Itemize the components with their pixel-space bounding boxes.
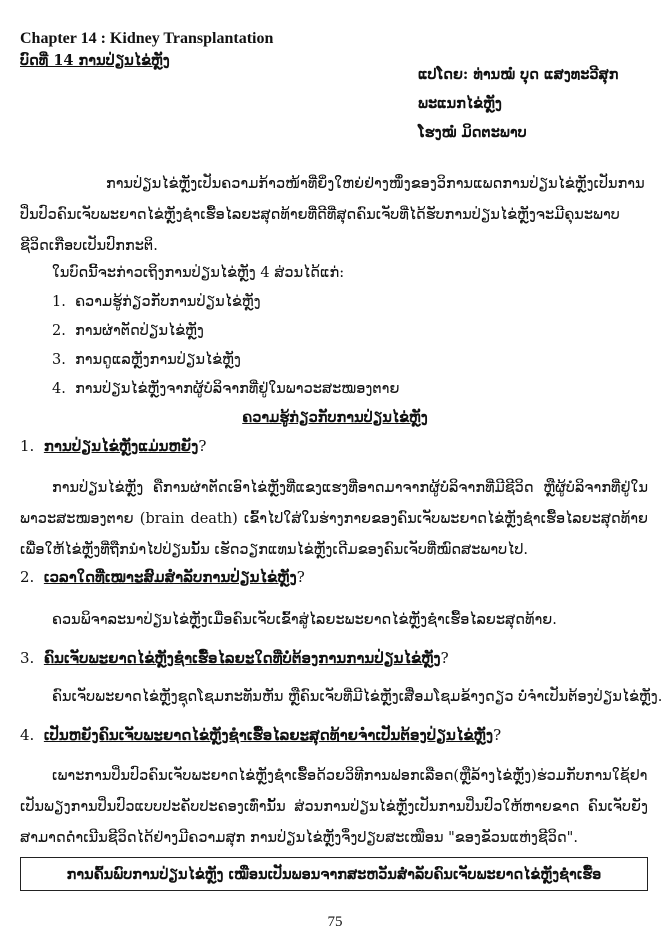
list-item [52, 349, 241, 371]
list-item-number: 2. [52, 323, 66, 339]
translator-line: ແປໂດຍ: ທ່ານໝໍ ບຸດ ແສງທະວີສຸກ [418, 66, 619, 83]
question-number: 2. [20, 568, 35, 586]
question-heading [20, 649, 449, 667]
question-answer: ເພາະການປິ່ນປົວຄົນເຈັບພະຍາດໄຂ່ຫຼັງຊໍາເຮື້ອດ້ວຍວິທີການຟອກເລືອດ(ຫຼືລ້າງໄຂ່ຫຼັງ)ຮ່ວມກັບການໃຊ້ຢາເປັນພຽງການປິ່ນປົວແບບປະຄັບປະຄອງເທົ່ານັ້ນ ສ່ວນການປ່ຽນໄຂ່ຫຼັງເປັນການປິ່ນປົວໃຫ້ຫາຍຂາດ ຄົນເຈັບຍັງສາມາດດໍາເນີນຊີວິດໄດ້ຢ່າງມີຄວາມສຸກ ການປ່ຽນໄຂ່ຫຼັງຈຶ່ງປຽບສະເໝືອນ "ຂອງຂັວນແຫ່ງຊີວິດ". [20, 768, 648, 846]
question-mark: ? [493, 726, 502, 744]
boxed-note: ການຄົ້ນພົບການປ່ຽນໄຂ່ຫຼັງ ເໝືອນເປັນພອນຈາກສະຫວັນສໍາລັບຄົນເຈັບພະຍາດໄຂ່ຫຼັງຊໍາເຮື້ອ [20, 857, 648, 891]
question-title: ເວລາໃດທີ່ເໝາະສົມສໍາລັບການປ່ຽນໄຂ່ຫຼັງ [43, 568, 297, 586]
question-mark: ? [296, 568, 305, 586]
question-heading [20, 726, 501, 744]
intro-paragraph: ການປ່ຽນໄຂ່ຫຼັງເປັນຄວາມກ້າວໜ້າທີ່ຍິ່ງໃຫຍ່ຢ່າງໜຶ່ງຂອງວິການແພດການປ່ຽນໄຂ່ຫຼັງເປັນການປິ່ນປົວຄົນເຈັບພະຍາດໄຂ່ຫຼັງຊໍາເຮື້ອໄລຍະສຸດທ້າຍທີ່ດີທີ່ສຸດຄົນເຈັບທີ່ໄດ້ຮັບການປ່ຽນໄຂ່ຫຼັງຈະມີຄຸນະພາບຊີວິດເກືອບເປັນປົກກະຕິ. [20, 176, 645, 254]
list-item-text: ການດູແລຫຼັງການປ່ຽນໄຂ່ຫຼັງ [75, 352, 241, 368]
list-item-number: 4. [52, 381, 66, 397]
question-mark: ? [198, 437, 207, 455]
question-mark: ? [440, 649, 449, 667]
hospital-line: ໂຮງໝໍ ມິດຕະພາບ [418, 124, 527, 141]
list-item-number: 1. [52, 294, 66, 310]
section-title: ຄວາມຮູ້ກ່ຽວກັບການປ່ຽນໄຂ່ຫຼັງ [242, 409, 428, 426]
question-number: 4. [20, 726, 35, 744]
list-item [52, 320, 204, 342]
list-item-text: ຄວາມຮູ້ກ່ຽວກັບການປ່ຽນໄຂ່ຫຼັງ [75, 294, 261, 310]
list-item-text: ການປ່ຽນໄຂ່ຫຼັງຈາກຜູ້ບໍລິຈາກທີ່ຢູ່ໃນພາວະສະໝອງຕາຍ [75, 381, 400, 397]
question-title: ເປັນຫຍັງຄົນເຈັບພະຍາດໄຂ່ຫຼັງຊໍາເຮື້ອໄລຍະສຸດທ້າຍຈໍາເປັນຕ້ອງປ່ຽນໄຂ່ຫຼັງ [43, 726, 494, 744]
question-number: 3. [20, 649, 35, 667]
question-heading [20, 437, 206, 455]
list-item [52, 378, 399, 400]
list-item-text: ການຜ່າຕັດປ່ຽນໄຂ່ຫຼັງ [75, 323, 204, 339]
question-answer: ການປ່ຽນໄຂ່ຫຼັງ ຄືການຜ່າຕັດເອົາໄຂ່ຫຼັງທີ່ແຂງແຮງທີ່ອາດມາຈາກຜູ້ບໍລິຈາກທີ່ມີຊີວິດ ຫຼືຜູ້ບໍລິຈາກທີ່ຢູ່ໃນພາວະສະໝອງຕາຍ (brain death) ເຂົ້າໄປໃສ່ໃນຮ່າງກາຍຂອງຄົນເຈັບພະຍາດໄຂ່ຫຼັງຊໍາເຮື້ອໄລຍະສຸດທ້າຍ ເພື່ອໃຫ້ໄຂ່ຫຼັງທີ່ຖືກນໍາໄປປ່ຽນນັ້ນ ເຮັດວຽກແທນໄຂ່ຫຼັງເດີມຂອງຄົນເຈັບທີ່ໝົດສະພາບໄປ. [20, 480, 648, 558]
list-item-number: 3. [52, 352, 66, 368]
question-title: ຄົນເຈັບພະຍາດໄຂ່ຫຼັງຊໍາເຮື້ອໄລຍະໃດທີ່ບໍ່ຕ້ອງການການປ່ຽນໄຂ່ຫຼັງ [43, 649, 441, 667]
question-answer: ຄົນເຈັບພະຍາດໄຂ່ຫຼັງຊຸດໂຊມກະທັນຫັນ ຫຼືຄົນເຈັບທີ່ມີໄຂ່ຫຼັງເສື່ອມໂຊມຂ້າງດຽວ ບໍ່ຈໍາເປັນຕ້ອງປ່ຽນໄຂ່ຫຼັງ. [52, 689, 663, 705]
chapter-title-lao: ບົດທີ່ 14 ການປ່ຽນໄຂ່ຫຼັງ [20, 52, 170, 69]
question-number: 1. [20, 437, 35, 455]
chapter-title-english: Chapter 14 : Kidney Transplantation [20, 30, 274, 47]
list-item [52, 291, 261, 313]
question-heading [20, 568, 305, 586]
list-intro: ໃນບົດນີ້ຈະກ່າວເຖິງການປ່ຽນໄຂ່ຫຼັງ 4 ສ່ວນໄດ້ແກ່: [52, 265, 345, 281]
page-number: 75 [327, 914, 343, 930]
question-answer: ຄວນພິຈາລະນາປ່ຽນໄຂ່ຫຼັງເມື່ອຄົນເຈັບເຂົ້າສູ່ໄລຍະພະຍາດໄຂ່ຫຼັງຊໍາເຮື້ອໄລຍະສຸດທ້າຍ. [52, 612, 557, 628]
department-line: ພະແນກໄຂ່ຫຼັງ [418, 95, 502, 112]
question-title: ການປ່ຽນໄຂ່ຫຼັງແມ່ນຫຍັງ [43, 437, 199, 455]
